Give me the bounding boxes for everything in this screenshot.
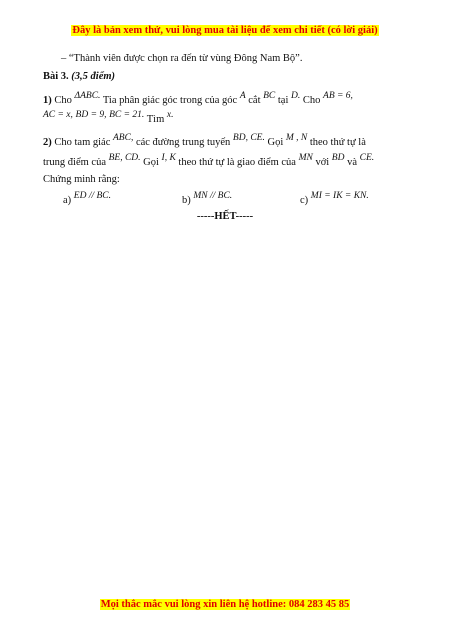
header-banner: Đây là bản xem thử, vui lòng mua tài liệu để xem chi tiết (có lời giải): [72, 25, 378, 36]
part1-line2: [43, 110, 174, 127]
text: Gọi: [267, 137, 284, 148]
math: AC = x,: [43, 110, 73, 120]
part1-line1: [43, 91, 407, 108]
math: BD = 9,: [75, 110, 107, 120]
part2-line2: [43, 153, 375, 170]
part2-number: 2): [43, 137, 52, 148]
math: AB = 6,: [323, 91, 353, 101]
text: Tia phân giác góc trong của góc: [102, 95, 238, 106]
math: BD, CE.: [232, 133, 265, 143]
math: M , N: [285, 133, 308, 143]
text: Cho: [302, 95, 321, 106]
math: CE.: [359, 153, 375, 163]
math: BC: [263, 91, 276, 101]
math: D.: [291, 91, 301, 101]
part2-prove-label: Chứng minh rằng:: [43, 174, 120, 185]
math: I, K: [161, 153, 176, 163]
end-marker: -----HẾT-----: [196, 211, 254, 222]
text: Tìm: [146, 114, 165, 125]
text: theo thứ tự là giao điểm của: [178, 157, 296, 168]
option-c: [300, 191, 369, 208]
text: trung điểm của: [43, 157, 106, 168]
option-c-expression: MI = IK = KN.: [310, 191, 369, 201]
option-c-label: c): [300, 195, 309, 206]
exercise-heading: [43, 70, 115, 84]
footer-banner: Mọi thắc mắc vui lòng xin liên hệ hotline: 084 283 45 85: [100, 599, 350, 610]
part1-number: 1): [43, 95, 52, 106]
math: BC = 21.: [109, 110, 145, 120]
math: MN: [298, 153, 313, 163]
math: x.: [166, 110, 174, 120]
quote-line: – “Thành viên được chọn ra đến từ vùng Đông Nam Bộ”.: [61, 53, 303, 64]
option-b-expression: MN // BC.: [193, 191, 233, 201]
text: cắt: [248, 95, 261, 106]
option-a: [63, 191, 112, 208]
option-b: [182, 191, 233, 208]
option-b-label: b): [182, 195, 191, 206]
option-a-expression: ED // BC.: [73, 191, 112, 201]
math: BE, CD.: [108, 153, 141, 163]
exercise-points: (3,5 điểm): [71, 71, 116, 82]
text: Cho tam giác: [54, 137, 111, 148]
text: với: [315, 157, 330, 168]
text: Gọi: [143, 157, 159, 168]
part2-line1: [43, 133, 366, 150]
text: tại: [277, 95, 289, 106]
text: theo thứ tự là: [309, 137, 366, 148]
math: A: [239, 91, 246, 101]
math: ABC,: [113, 133, 134, 143]
text: Cho: [54, 95, 72, 106]
text: và: [347, 157, 358, 168]
exercise-title: Bài 3.: [43, 71, 69, 82]
math: ΔABC.: [74, 91, 101, 101]
math: BD: [331, 153, 345, 163]
option-a-label: a): [63, 195, 72, 206]
text: các đường trung tuyến: [135, 137, 231, 148]
